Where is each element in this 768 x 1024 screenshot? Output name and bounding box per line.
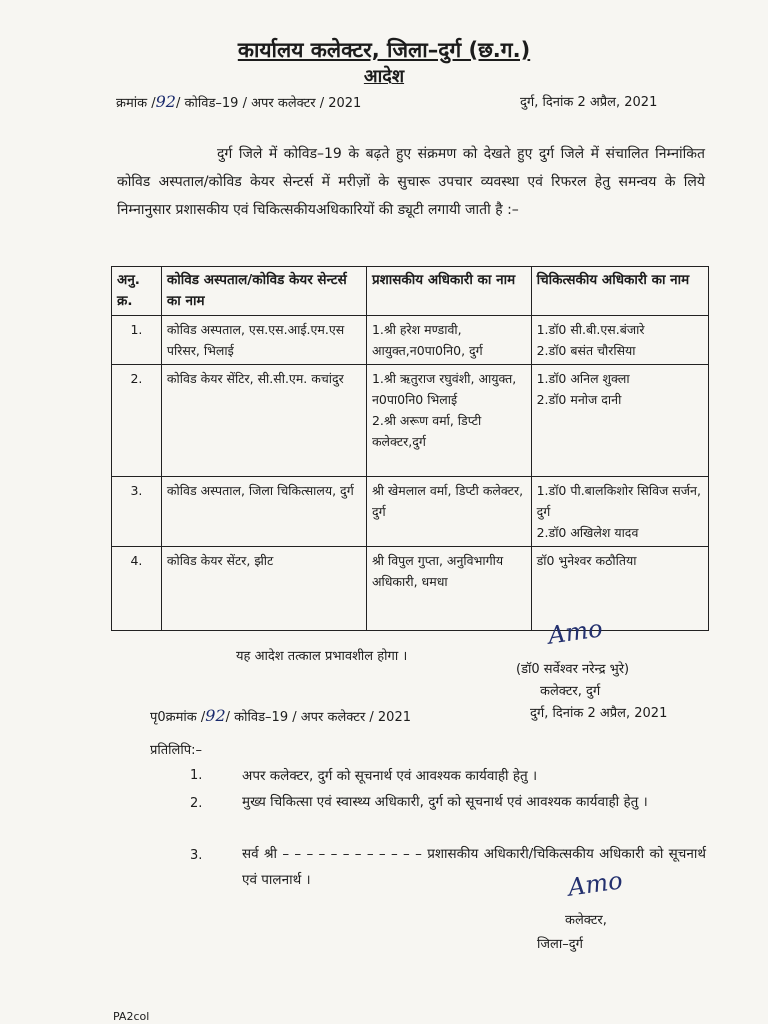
table-row <box>112 477 709 547</box>
row-medical: 1.डॉ0 सी.बी.एस.बंजारे 2.डॉ0 बसंत चौरसिया <box>531 316 708 365</box>
endorsement-date: दुर्ग, दिनांक 2 अप्रैल, 2021 <box>530 706 668 721</box>
row-serial: 4. <box>112 547 162 631</box>
row-serial: 1. <box>112 316 162 365</box>
header-medical: चिकित्सकीय अधिकारी का नाम <box>531 267 708 316</box>
duty-table <box>111 266 709 631</box>
row-admin: 1.श्री हरेश मण्डावी, आयुक्त,न0पा0नि0, दुर्ग <box>366 316 531 365</box>
closing-district: जिला–दुर्ग <box>537 937 583 952</box>
row-center: कोविड केयर सेंटिर, सी.सी.एम. कचांदुर <box>161 365 366 477</box>
body-paragraph: दुर्ग जिले में कोविड–19 के बढ़ते हुए संक्रमण को देखते हुए दुर्ग जिले में संचालित निम्नांकित कोविड अस्पताल/कोविड केयर सेन्टर्स में मरीज़ों के सुचारू उपचार व्यवस्था एवं रिफरल हेतु समन्वय के लिये निम्नानुसार प्रशासकीय एवं चिकित्सकीयअधिकारियों की ड्यूटी लगायी जाती है :– <box>117 146 705 218</box>
table-row <box>112 316 709 365</box>
row-center: कोविड केयर सेंटर, झीट <box>161 547 366 631</box>
signatory-designation: कलेक्टर, दुर्ग <box>540 684 601 699</box>
table-header-row <box>112 267 709 316</box>
table-row <box>112 547 709 631</box>
reference-number: क्रमांक /92/ कोविड–19 / अपर कलेक्टर / 2021 <box>116 92 362 111</box>
order-heading: आदेश <box>363 66 405 87</box>
handwritten-ref-number: 92 <box>155 92 176 111</box>
row-center: कोविड अस्पताल, जिला चिकित्सालय, दुर्ग <box>161 477 366 547</box>
row-medical: 1.डॉ0 पी.बालकिशोर सिविज सर्जन, दुर्ग 2.डॉ0 अखिलेश यादव <box>531 477 708 547</box>
header-center: कोविड अस्पताल/कोविड केयर सेन्टर्स का नाम <box>161 267 366 316</box>
effect-line: यह आदेश तत्काल प्रभावशील होगा । <box>236 649 408 664</box>
row-center: कोविड अस्पताल, एस.एस.आई.एम.एस परिसर, भिलाई <box>161 316 366 365</box>
copy-to-label: प्रतिलिपि:– <box>150 743 202 758</box>
copy-item-number: 3. <box>190 848 203 863</box>
header-admin: प्रशासकीय अधिकारी का नाम <box>366 267 531 316</box>
copy-item-number: 1. <box>190 768 203 783</box>
order-date: दुर्ग, दिनांक 2 अप्रैल, 2021 <box>520 95 658 110</box>
row-medical: 1.डॉ0 अनिल शुक्ला 2.डॉ0 मनोज दानी <box>531 365 708 477</box>
row-medical: डॉ0 भुनेश्वर कठौतिया <box>531 547 708 631</box>
row-admin: श्री विपुल गुप्ता, अनुविभागीय अधिकारी, धमधा <box>366 547 531 631</box>
collector-signature: Amo <box>566 866 625 902</box>
collector-signature: Amo <box>546 614 605 650</box>
row-admin: 1.श्री ऋतुराज रघुवंशी, आयुक्त, न0पा0नि0 भिलाई 2.श्री अरूण वर्मा, डिप्टी कलेक्टर,दुर्ग <box>366 365 531 477</box>
signatory-name: (डॉ0 सर्वेश्वर नरेन्द्र भुरे) <box>516 662 630 677</box>
copy-item-number: 2. <box>190 796 203 811</box>
table-row <box>112 365 709 477</box>
row-admin: श्री खेमलाल वर्मा, डिप्टी कलेक्टर, दुर्ग <box>366 477 531 547</box>
footer-note: PA2col <box>113 1010 150 1023</box>
copy-item-text: मुख्य चिकित्सा एवं स्वास्थ्य अधिकारी, दुर्ग को सूचनार्थ एवं आवश्यक कार्यवाही हेतु । <box>242 794 648 810</box>
handwritten-ref-number: 92 <box>205 706 226 725</box>
copy-item-text: सर्व श्री – – – – – – – – – – – – प्रशासकीय अधिकारी/चिकित्सकीय अधिकारी को सूचनार्थ एवं पालनार्थ । <box>242 846 706 888</box>
copy-item-text: अपर कलेक्टर, दुर्ग को सूचनार्थ एवं आवश्यक कार्यवाही हेतु । <box>242 768 538 784</box>
closing-designation: कलेक्टर, <box>565 913 607 928</box>
header-serial: अनु. क्र. <box>112 267 162 316</box>
row-serial: 2. <box>112 365 162 477</box>
office-title: कार्यालय कलेक्टर, जिला–दुर्ग (छ.ग.) <box>237 38 531 62</box>
endorsement-reference: पृ0क्रमांक /92/ कोविड–19 / अपर कलेक्टर / 2021 <box>150 706 411 725</box>
row-serial: 3. <box>112 477 162 547</box>
